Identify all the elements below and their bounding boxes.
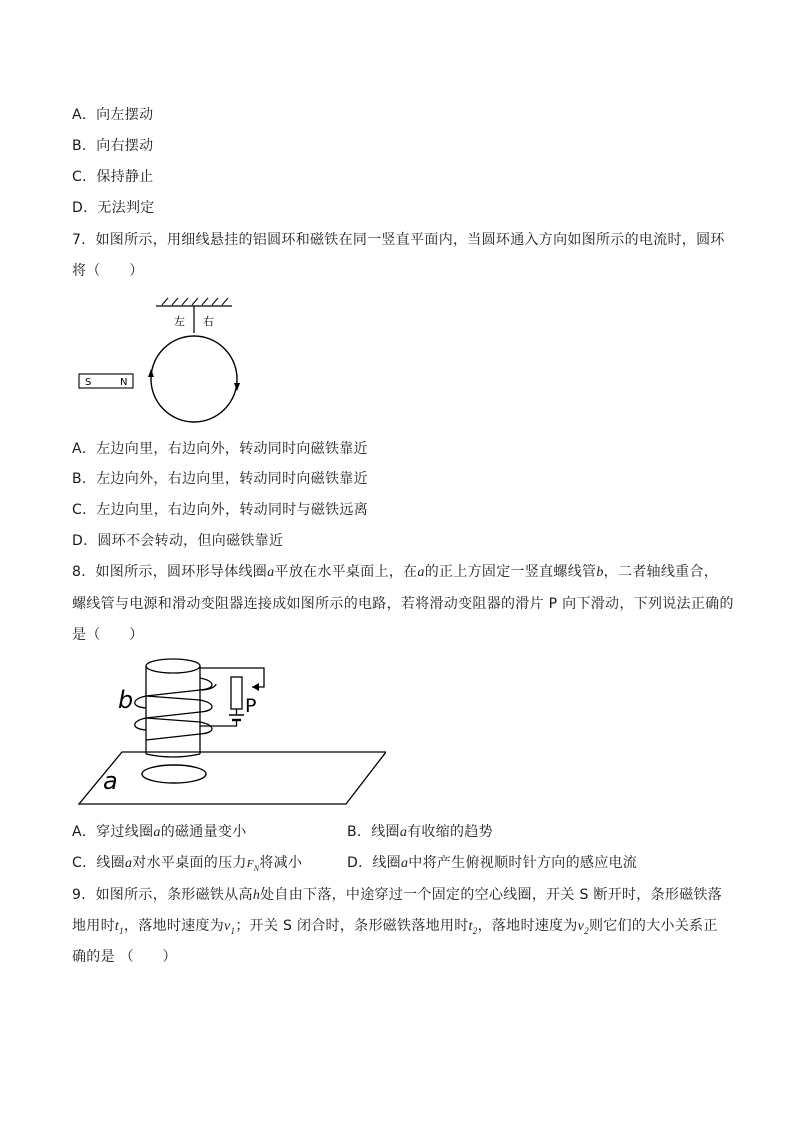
label-b: b [118, 686, 134, 714]
table-surface [79, 752, 386, 804]
rheostat [231, 677, 242, 709]
q6-option-a: A．向左摆动 [72, 107, 154, 123]
label-a: a [103, 767, 118, 795]
q6-option-c: C．保持静止 [72, 169, 154, 185]
label-left: 左 [174, 315, 185, 328]
ceiling-hatching [162, 298, 228, 305]
q8-stem-line2: 螺线管与电源和滑动变阻器连接成如图所示的电路，若将滑动变阻器的滑片 P 向下滑动，下列说法正确的 [72, 596, 734, 612]
q7-stem-line1: 7．如图所示，用细线悬挂的铝圆环和磁铁在同一竖直平面内，当圆环通入方向如图所示的电流时，圆环 [72, 232, 725, 248]
q7-option-d: D．圆环不会转动，但向磁铁靠近 [72, 533, 284, 549]
q8-figure [76, 656, 386, 806]
q9-stem-line2: 地用时$t_1$，落地时速度为$v_1$；开关 S 闭合时，条形磁铁落地用时$t_2$，落地时速度为$v_2$则它们的大小关系正 [72, 918, 718, 936]
solenoid-windings [135, 678, 216, 740]
q9-stem-line3: 确的是 （ ） [72, 949, 177, 965]
q6-option-b: B．向右摆动 [72, 138, 154, 154]
magnet-n-label: N [120, 377, 128, 388]
label-right: 右 [203, 315, 214, 328]
q6-option-d: D．无法判定 [72, 200, 155, 216]
q8-option-d: D．线圈a中将产生俯视顺时针方向的感应电流 [347, 855, 638, 871]
label-p: P [245, 695, 257, 717]
slider-arrow [252, 683, 259, 691]
q8-stem-line3: 是（ ） [72, 627, 144, 643]
q7-option-c: C．左边向里，右边向外，转动同时与磁铁远离 [72, 502, 369, 518]
q7-option-b: B．左边向外，右边向里，转动同时向磁铁靠近 [72, 471, 368, 487]
q8-option-c: C．线圈a对水平桌面的压力$F_N$将减小 [72, 855, 303, 873]
magnet-s-label: S [85, 377, 92, 388]
q8-stem-line1: 8．如图所示，圆环形导体线圈a平放在水平桌面上，在a的正上方固定一竖直螺线管b，二者轴线重合， [72, 564, 719, 580]
aluminum-ring [151, 336, 237, 422]
q7-option-a: A．左边向里，右边向外，转动同时向磁铁靠近 [72, 441, 368, 457]
q9-stem-line1: 9．如图所示，条形磁铁从高h处自由下落，中途穿过一个固定的空心线圈，开关 S 断开时，条形磁铁落 [72, 887, 723, 903]
q8-option-a: A．穿过线圈a的磁通量变小 [72, 824, 247, 840]
solenoid-top [146, 659, 200, 673]
q8-option-b: B．线圈a有收缩的趋势 [347, 824, 493, 840]
q7-figure [76, 293, 246, 433]
q7-stem-line2: 将（ ） [72, 263, 144, 279]
current-arrow-left [148, 369, 154, 377]
